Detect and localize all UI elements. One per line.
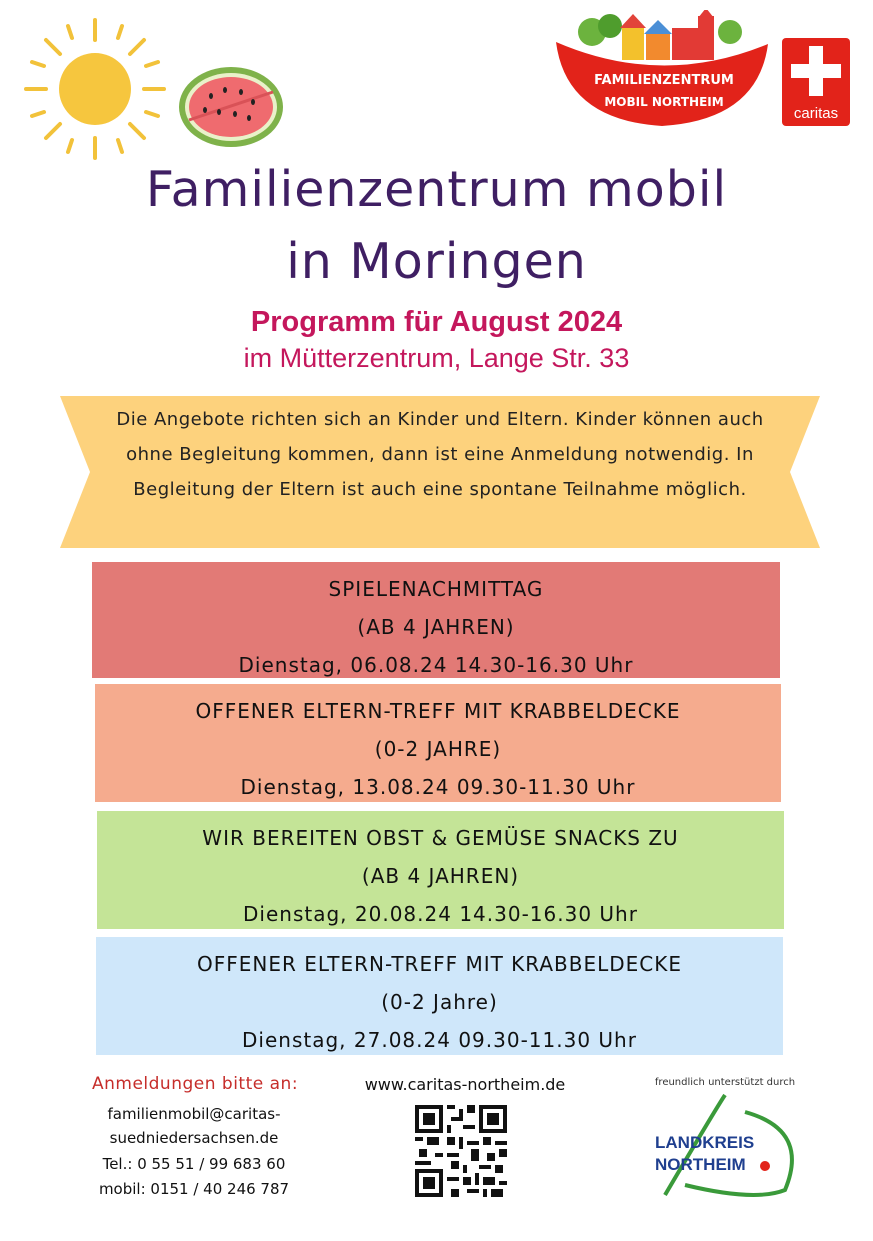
landkreis-northeim-logo (645, 1090, 810, 1205)
contact-email[interactable]: familienmobil@caritas- (107, 1105, 281, 1123)
event-date: Dienstag, 27.08.24 09.30-11.30 Uhr (242, 1028, 637, 1052)
event-title: OFFENER ELTERN-TREFF MIT KRABBELDECKE (195, 699, 681, 723)
event-card (95, 684, 781, 802)
contact-email-domain[interactable]: suedniedersachsen.de (109, 1129, 279, 1147)
svg-text:caritas: caritas (793, 105, 839, 122)
event-title: SPIELENACHMITTAG (328, 577, 544, 601)
svg-text:MOBIL NORTHEIM: MOBIL NORTHEIM (604, 95, 724, 109)
watermelon-illustration (175, 62, 287, 152)
location-subtitle: im Mütterzentrum, Lange Str. 33 (243, 343, 630, 373)
contact-mobile: mobil: 0151 / 40 246 787 (98, 1180, 290, 1198)
sun-illustration (20, 14, 170, 164)
svg-text:FAMILIENZENTRUM: FAMILIENZENTRUM (594, 73, 734, 88)
event-date: Dienstag, 13.08.24 09.30-11.30 Uhr (240, 775, 636, 799)
event-card (92, 562, 780, 678)
event-card (97, 811, 784, 929)
event-title: WIR BEREITEN OBST & GEMÜSE SNACKS ZU (202, 826, 679, 850)
event-age: (0-2 Jahre) (381, 990, 498, 1014)
page-title-line2: in Moringen (286, 233, 587, 290)
event-age: (AB 4 JAHREN) (361, 864, 520, 888)
svg-text:LANDKREIS: LANDKREIS (655, 1133, 755, 1152)
contact-heading: Anmeldungen bitte an: (92, 1074, 299, 1094)
event-card (96, 937, 783, 1055)
event-date: Dienstag, 20.08.24 14.30-16.30 Uhr (243, 902, 638, 926)
caritas-logo (782, 38, 850, 126)
familienzentrum-logo (552, 10, 772, 128)
website-link[interactable]: www.caritas-northeim.de (364, 1075, 566, 1094)
event-title: OFFENER ELTERN-TREFF MIT KRABBELDECKE (196, 952, 683, 976)
event-date: Dienstag, 06.08.24 14.30-16.30 Uhr (238, 653, 634, 677)
event-age: (0-2 JAHRE) (374, 737, 502, 761)
svg-text:NORTHEIM: NORTHEIM (655, 1155, 746, 1174)
support-text: freundlich unterstützt durch (654, 1077, 796, 1088)
qr-code[interactable] (415, 1105, 507, 1197)
intro-text: Die Angebote richten sich an Kinder und Eltern. Kinder können auch ohne Begleitung kommen, dann ist eine Anmeldung notwendig. In Begleitung der Eltern ist auch eine spontane Teilnahme möglich. (116, 409, 764, 500)
event-age: (AB 4 JAHREN) (357, 615, 515, 639)
contact-phone: Tel.: 0 55 51 / 99 683 60 (102, 1155, 286, 1173)
program-subtitle: Programm für August 2024 (250, 306, 623, 338)
page-title-line1: Familienzentrum mobil (145, 161, 728, 218)
